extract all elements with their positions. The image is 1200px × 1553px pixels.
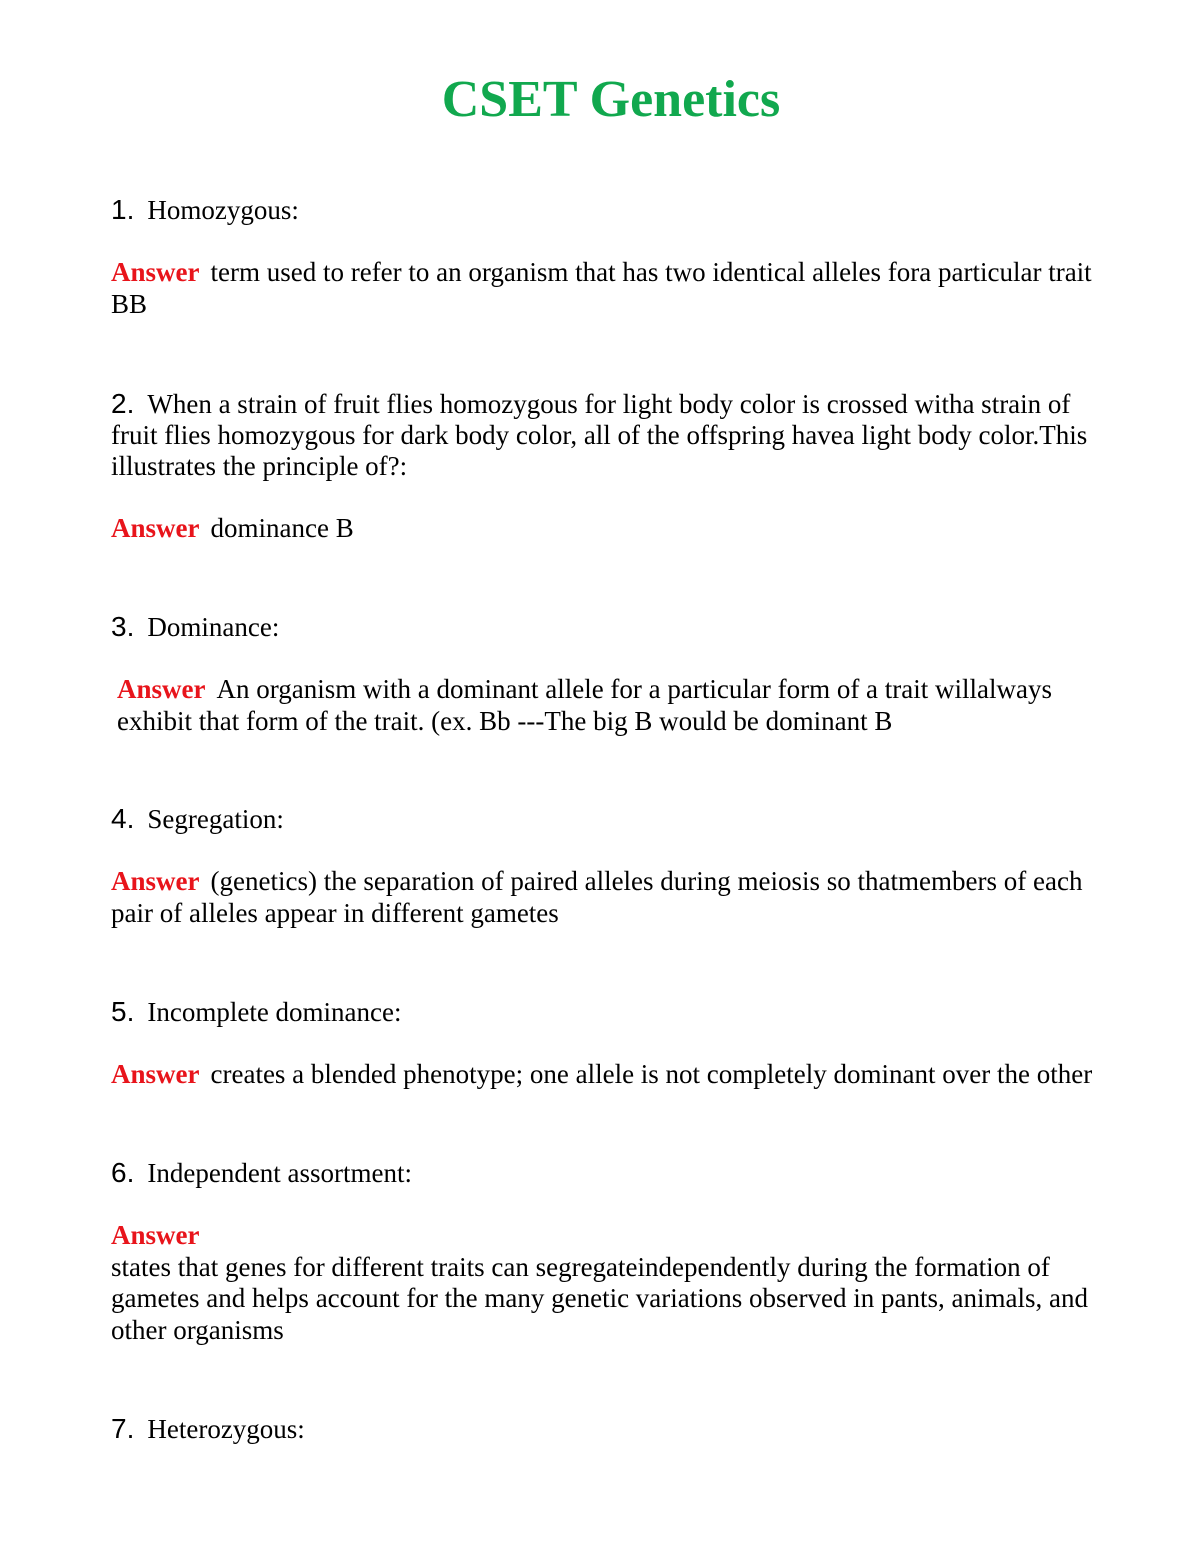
question-number: 2.	[111, 388, 135, 419]
question-text: Homozygous:	[147, 195, 299, 225]
answer-label: Answer	[111, 866, 200, 896]
answer	[111, 866, 1121, 929]
question	[111, 194, 1121, 226]
answer-label: Answer	[111, 1059, 200, 1089]
answer-text: creates a blended phenotype; one allele is not completely dominant over the other	[210, 1059, 1093, 1089]
qa-item-5	[111, 996, 1121, 1028]
answer-item-4	[111, 866, 1121, 929]
answer	[111, 513, 1121, 545]
qa-item-3	[111, 611, 1121, 643]
answer	[111, 257, 1121, 320]
answer-item-2	[111, 513, 1121, 545]
qa-item-6	[111, 1157, 1121, 1189]
answer-text: dominance B	[210, 513, 354, 543]
answer-label: Answer	[117, 674, 206, 704]
qa-item-1	[111, 194, 1121, 226]
question-text: Segregation:	[147, 804, 284, 834]
answer-text: term used to refer to an organism that has two identical alleles fora particular trait BB	[111, 257, 1092, 319]
question-text: When a strain of fruit flies homozygous for light body color is crossed witha strain of fruit flies homozygous for dark body color, all of the offspring havea light body color.This illustrates the principle of?:	[111, 389, 1088, 481]
answer-item-6	[111, 1220, 1121, 1346]
question-text: Heterozygous:	[147, 1414, 305, 1444]
question	[111, 996, 1121, 1028]
answer-item-5	[111, 1059, 1121, 1091]
answer-text: (genetics) the separation of paired alleles during meiosis so thatmembers of each pair of alleles appear in different gametes	[111, 866, 1083, 928]
answer-text: states that genes for different traits can segregateindependently during the formation of gametes and helps account for the many genetic variations observed in pants, animals, and other organisms	[111, 1251, 1088, 1345]
qa-item-4	[111, 803, 1121, 835]
qa-item-7	[111, 1413, 1121, 1445]
answer-text: An organism with a dominant allele for a particular form of a trait willalways exhibit that form of the trait. (ex. Bb ---The big B would be dominant B	[117, 674, 1052, 736]
question-text: Dominance:	[147, 612, 280, 642]
question	[111, 611, 1121, 643]
answer-label: Answer	[111, 1220, 200, 1250]
question-number: 5.	[111, 996, 135, 1027]
question-number: 6.	[111, 1157, 135, 1188]
question-text: Independent assortment:	[147, 1158, 413, 1188]
answer	[111, 674, 1121, 737]
answer-label: Answer	[111, 257, 200, 287]
question-number: 3.	[111, 611, 135, 642]
question	[111, 1413, 1121, 1445]
question	[111, 388, 1121, 482]
qa-item-2	[111, 388, 1121, 482]
question-text: Incomplete dominance:	[147, 997, 402, 1027]
answer	[111, 1220, 1121, 1346]
question-number: 7.	[111, 1413, 135, 1444]
answer-item-3	[111, 674, 1121, 737]
question	[111, 1157, 1121, 1189]
answer	[111, 1059, 1121, 1091]
question-number: 4.	[111, 803, 135, 834]
answer-label: Answer	[111, 513, 200, 543]
page-title: CSET Genetics	[441, 71, 781, 128]
answer-item-1	[111, 257, 1121, 320]
question-number: 1.	[111, 194, 135, 225]
question	[111, 803, 1121, 835]
